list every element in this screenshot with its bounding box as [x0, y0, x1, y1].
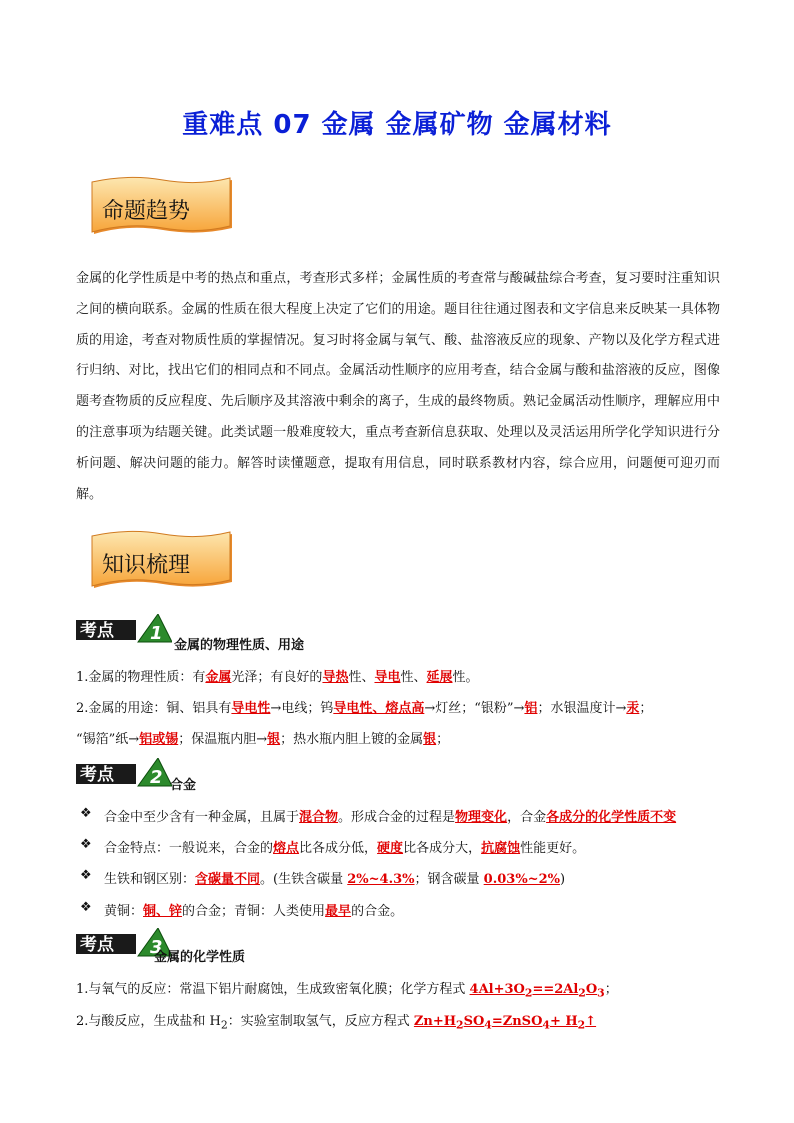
answer: 混合物 [299, 810, 339, 825]
text: →灯丝；“银粉”→ [424, 701, 525, 716]
section-banner-trend [88, 176, 238, 240]
eq-part: ==2Al [532, 982, 579, 997]
up-arrow-icon: ↑ [585, 1014, 597, 1029]
eq-part: O [585, 982, 598, 997]
eq-part: 4Al+3O [469, 982, 525, 997]
text: 合金中至少含有一种金属，且属于 [104, 810, 300, 825]
kaodian-label: 考点 [80, 935, 114, 955]
subscript: 2 [220, 1018, 228, 1032]
kaodian-number: 3 [150, 937, 163, 958]
diamond-bullet-icon: ❖ [80, 868, 92, 883]
text: 生铁和钢区别： [104, 872, 196, 887]
text-line [104, 868, 565, 887]
subscript: 3 [597, 986, 605, 1000]
kaodian-badge-2 [76, 758, 172, 788]
eq-part: SO [463, 1014, 485, 1029]
eq-part: =ZnSO [491, 1014, 543, 1029]
text-line [104, 837, 585, 856]
text: 的合金。 [351, 904, 404, 919]
kaodian-number: 2 [150, 767, 163, 788]
eq-part: + H [549, 1014, 578, 1029]
subscript: 2 [524, 986, 533, 1000]
text: 性。 [452, 670, 479, 685]
kaodian-3-title: 金属的化学性质 [154, 950, 246, 965]
text: 光泽；有良好的 [231, 670, 323, 685]
answer: 2%~4.3% [347, 872, 415, 887]
text: 性、 [348, 670, 375, 685]
text: 比各成分低， [299, 841, 378, 856]
kaodian-label: 考点 [80, 765, 114, 785]
answer: 导电性、熔点高 [333, 701, 425, 716]
text: ； [639, 701, 653, 716]
text-line [104, 900, 403, 919]
text: ；钢含碳量 [414, 872, 484, 887]
answer: 铝 [524, 701, 538, 716]
text: 1.金属的物理性质：有 [76, 670, 206, 685]
answer: 含碳量不同 [195, 872, 261, 887]
text: ； [436, 732, 450, 747]
text-line [76, 728, 726, 747]
diamond-bullet-icon: ❖ [80, 837, 92, 852]
text: ； [604, 982, 618, 997]
text: ；保温瓶内胆→ [178, 732, 268, 747]
text: 性、 [400, 670, 427, 685]
answer: 汞 [626, 701, 640, 716]
banner-label: 命题趋势 [102, 199, 191, 224]
text: ；水银温度计→ [537, 701, 627, 716]
text: 合金特点：一般说来，合金的 [104, 841, 274, 856]
answer: 银 [423, 732, 437, 747]
answer: 硬度 [377, 841, 404, 856]
diamond-bullet-icon: ❖ [80, 806, 92, 821]
text: 。形成合金的过程是 [338, 810, 456, 825]
answer: 铝或锡 [139, 732, 179, 747]
kaodian-badge-icon [76, 614, 172, 644]
answer: 金属 [205, 670, 232, 685]
text-line [76, 697, 726, 716]
text-line [76, 1010, 726, 1032]
text: 2.与酸反应，生成盐和 H [76, 1014, 221, 1029]
diamond-bullet-icon: ❖ [80, 900, 92, 915]
equation-answer [469, 982, 605, 1000]
text: 1.与氧气的反应：常温下铝片耐腐蚀，生成致密氧化膜；化学方程式 [76, 982, 470, 997]
text: 。(生铁含碳量 [260, 872, 348, 887]
text-line [76, 978, 726, 1000]
text: ) [559, 872, 566, 887]
answer: 熔点 [273, 841, 300, 856]
answer: 导热 [322, 670, 349, 685]
text: 性能更好。 [520, 841, 586, 856]
kaodian-label: 考点 [80, 621, 114, 641]
text-line [76, 666, 726, 685]
kaodian-number: 1 [150, 623, 163, 644]
section-banner-knowledge [88, 530, 238, 594]
subscript: 2 [578, 986, 586, 1000]
text: 的合金；青铜：人类使用 [182, 904, 326, 919]
text: ；热水瓶内胆上镀的金属 [280, 732, 424, 747]
page-title: 重难点 07 金属 金属矿物 金属材料 [182, 110, 612, 140]
answer: 银 [267, 732, 281, 747]
answer: 铜、锌 [143, 904, 183, 919]
answer: 导电性 [231, 701, 271, 716]
text: “锡箔”纸→ [76, 732, 140, 747]
kaodian-1-title: 金属的物理性质、用途 [174, 638, 305, 653]
intro-paragraph: 金属的化学性质是中考的热点和重点，考查形式多样；金属性质的考查常与酸碱盐综合考查，复习要时注重知识之间的横向联系。金属的性质在很大程度上决定了它们的用途。题目往往通过图表和文字信息来反映某一具体物质的用途，考查对物质性质的掌握情况。复习时将金属与氧气、酸、盐溶液反应的现象、产物以及化学方程式进行归纳、对比，找出它们的相同点和不同点。金属活动性顺序的应用考查，结合金属与酸和盐溶液的反应，图像题考查物质的反应程度、先后顺序及其溶液中剩余的离子，生成的最终物质。熟记金属活动性顺序，理解应用中的注意事项为结题关键。此类试题一般难度较大，重点考查新信息获取、处理以及灵活运用所学化学知识进行分析问题、解决问题的能力。解答时读懂题意，提取有用信息，同时联系教材内容，综合应用，问题便可迎刃而解。 [76, 271, 720, 502]
subscript: 2 [456, 1018, 464, 1032]
text: →电线；钨 [270, 701, 334, 716]
text: ：实验室制取氢气，反应方程式 [227, 1014, 414, 1029]
subscript: 4 [542, 1018, 550, 1032]
kaodian-badge-1 [76, 614, 172, 644]
text: ，合金 [507, 810, 547, 825]
text: 2.金属的用途：铜、铝具有 [76, 701, 232, 716]
answer: 导电 [374, 670, 401, 685]
answer: 抗腐蚀 [481, 841, 521, 856]
answer: 0.03%~2% [483, 872, 560, 887]
kaodian-badge-icon [76, 758, 172, 788]
text: 比各成分大， [403, 841, 482, 856]
subscript: 4 [484, 1018, 492, 1032]
subscript: 2 [577, 1018, 586, 1032]
answer: 物理变化 [455, 810, 508, 825]
text-line [104, 806, 676, 825]
text: 黄铜： [104, 904, 144, 919]
eq-part: Zn+H [413, 1014, 457, 1029]
banner-label: 知识梳理 [102, 553, 191, 578]
equation-answer [413, 1014, 597, 1032]
kaodian-2-title: 合金 [170, 778, 197, 793]
answer: 延展 [426, 670, 453, 685]
answer: 各成分的化学性质不变 [546, 810, 677, 825]
answer: 最早 [325, 904, 352, 919]
